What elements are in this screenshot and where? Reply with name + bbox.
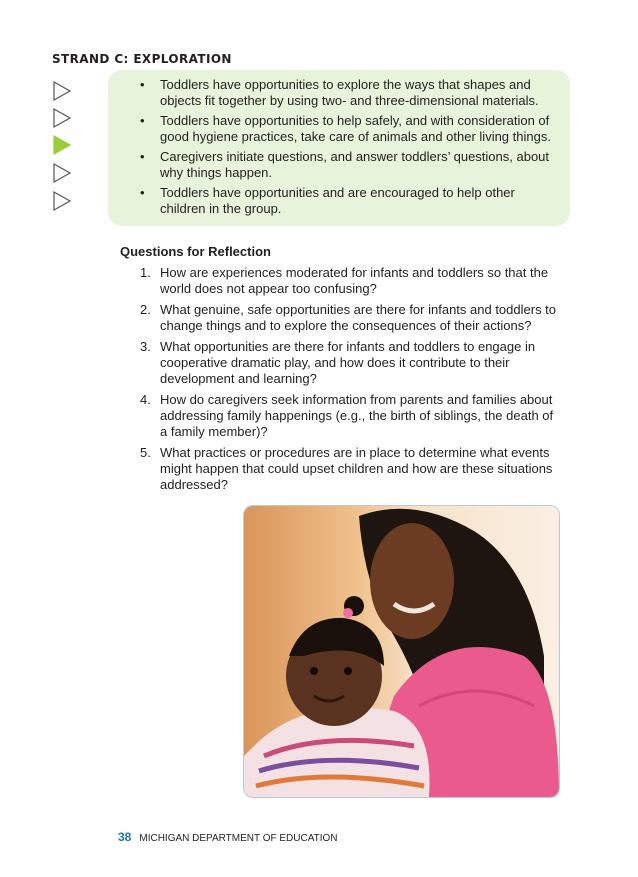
list-item: • Toddlers have opportunities to help safely, and with consideration of good hygiene practices, take care of animals and other living things.	[140, 113, 551, 144]
question-number: 3.	[140, 339, 151, 354]
publisher-name: MICHIGAN DEPARTMENT OF EDUCATION	[139, 833, 338, 844]
question-text: How do caregivers seek information from parents and families about addressing family happenings (e.g., the birth of siblings, the death of a family member)?	[160, 392, 554, 439]
page-footer	[118, 830, 338, 844]
question-text: What practices or procedures are in place to determine what events might happen that could upset children and how are these situations addressed?	[160, 445, 553, 492]
question-number: 1.	[140, 265, 151, 280]
triangle-outline-icon	[52, 80, 72, 102]
question-number: 2.	[140, 302, 151, 317]
triangle-outline-icon	[52, 162, 72, 184]
list-item: • Toddlers have opportunities and are encouraged to help other children in the group.	[140, 185, 515, 216]
list-item: • Toddlers have opportunities to explore the ways that shapes and objects fit together by using two- and three-dimensional materials.	[140, 77, 539, 108]
question-text: What genuine, safe opportunities are there for infants and toddlers to change things and to explore the consequences of their actions?	[160, 302, 557, 333]
triangle-outline-icon	[52, 190, 72, 212]
photo-illustration	[244, 506, 559, 797]
strand-indicator-list	[140, 77, 560, 221]
reflection-heading: Questions for Reflection	[120, 244, 271, 259]
list-item: • Caregivers initiate questions, and answer toddlers’ questions, about why things happen.	[140, 149, 550, 180]
question-number: 4.	[140, 392, 151, 407]
bullet-text: Caregivers initiate questions, and answer toddlers’ questions, about why things happen.	[160, 149, 550, 180]
question-text: What opportunities are there for infants and toddlers to engage in cooperative dramatic play, and how does it contribute to their development and learning?	[160, 339, 536, 386]
list-item	[140, 339, 560, 387]
reflection-question-list	[140, 265, 560, 498]
bullet-text: Toddlers have opportunities to help safely, and with consideration of good hygiene practices, take care of animals and other living things.	[160, 113, 551, 144]
triangle-outline-icon	[52, 107, 72, 129]
bullet-text: Toddlers have opportunities and are encouraged to help other children in the group.	[160, 185, 515, 216]
bullet-text: Toddlers have opportunities to explore the ways that shapes and objects fit together by using two- and three-dimensional materials.	[160, 77, 539, 108]
list-item	[140, 445, 560, 493]
list-item	[140, 392, 560, 440]
list-item	[140, 265, 560, 297]
triangle-filled-icon	[52, 134, 72, 156]
question-text: How are experiences moderated for infants and toddlers so that the world does not appear too confusing?	[160, 265, 549, 296]
caregiver-toddler-photo	[243, 505, 560, 798]
list-item	[140, 302, 560, 334]
page-number: 38	[118, 830, 132, 844]
question-number: 5.	[140, 445, 151, 460]
strand-title: STRAND C: EXPLORATION	[52, 52, 232, 66]
